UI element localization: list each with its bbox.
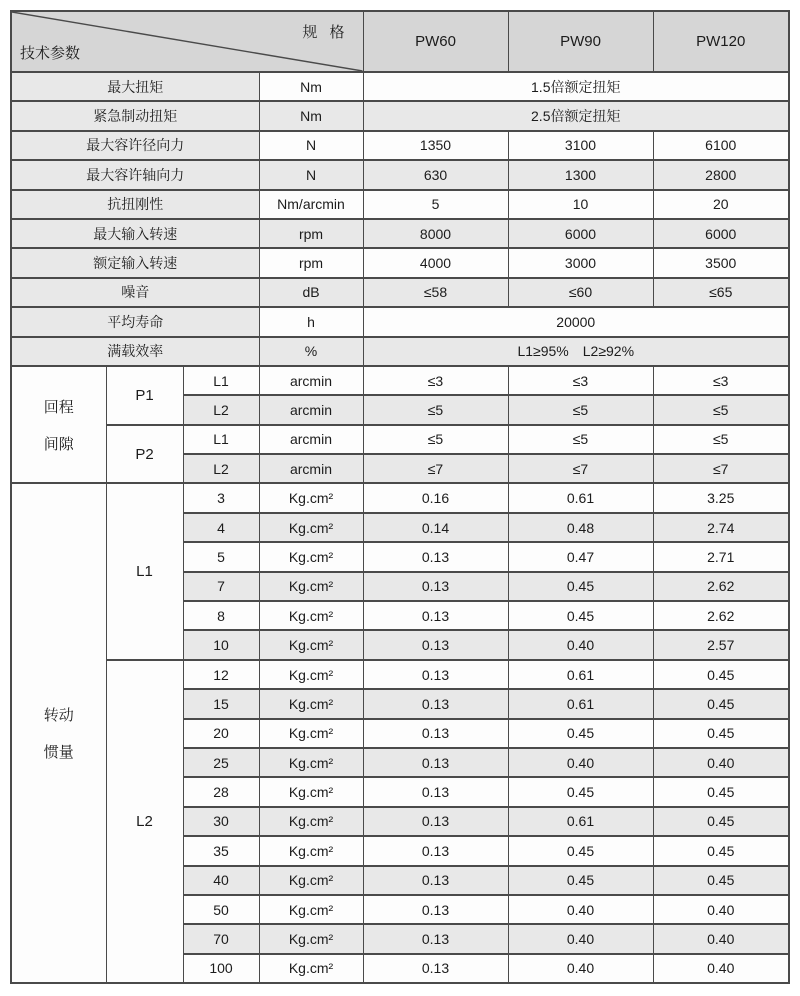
- value-cell: 3000: [508, 248, 653, 277]
- value-cell: 0.13: [363, 924, 508, 953]
- ratio-cell: 35: [183, 836, 259, 865]
- spec-row: [11, 248, 789, 277]
- unit-cell: Nm: [259, 101, 363, 130]
- param-label: 最大输入转速: [11, 219, 259, 248]
- precision-level-label: P1: [106, 366, 183, 425]
- unit-cell: dB: [259, 278, 363, 307]
- value-cell: 0.61: [508, 660, 653, 689]
- backlash-group-label: [11, 366, 106, 484]
- value-cell: ≤65: [653, 278, 789, 307]
- value-cell: ≤5: [363, 395, 508, 424]
- backlash-row: [11, 366, 789, 395]
- value-cell: 0.13: [363, 954, 508, 983]
- unit-cell: rpm: [259, 219, 363, 248]
- value-cell: 10: [508, 190, 653, 219]
- value-cell: 3500: [653, 248, 789, 277]
- ratio-cell: 10: [183, 630, 259, 659]
- ratio-cell: 3: [183, 483, 259, 512]
- value-cell: 0.45: [653, 689, 789, 718]
- value-cell-merged: 20000: [363, 307, 789, 336]
- value-cell: 0.13: [363, 630, 508, 659]
- inertia-row: [11, 660, 789, 689]
- stage-group-label: L1: [106, 483, 183, 659]
- spec-row: [11, 219, 789, 248]
- value-cell: 0.40: [508, 630, 653, 659]
- value-cell: 0.45: [508, 572, 653, 601]
- unit-cell: Nm/arcmin: [259, 190, 363, 219]
- spec-row: [11, 101, 789, 130]
- value-cell: 6000: [653, 219, 789, 248]
- value-cell: 0.45: [653, 660, 789, 689]
- table-body: [11, 72, 789, 983]
- value-cell: 2.62: [653, 572, 789, 601]
- param-label: 额定输入转速: [11, 248, 259, 277]
- spec-row: [11, 337, 789, 366]
- value-cell: 0.45: [508, 836, 653, 865]
- unit-cell: h: [259, 307, 363, 336]
- value-cell: ≤60: [508, 278, 653, 307]
- ratio-cell: 7: [183, 572, 259, 601]
- value-cell-merged: 2.5倍额定扭矩: [363, 101, 789, 130]
- ratio-cell: 28: [183, 777, 259, 806]
- unit-cell: Kg.cm²: [259, 483, 363, 512]
- unit-cell: Kg.cm²: [259, 660, 363, 689]
- value-cell: 0.40: [508, 748, 653, 777]
- value-cell: ≤3: [653, 366, 789, 395]
- value-cell: 0.13: [363, 836, 508, 865]
- spec-row: [11, 278, 789, 307]
- unit-cell: %: [259, 337, 363, 366]
- unit-cell: Kg.cm²: [259, 836, 363, 865]
- value-cell: 3100: [508, 131, 653, 160]
- value-cell-merged: L1≥95% L2≥92%: [363, 337, 789, 366]
- value-cell: ≤58: [363, 278, 508, 307]
- model-header-pw60: PW60: [363, 11, 508, 72]
- stage-group-label: L2: [106, 660, 183, 983]
- unit-cell: Nm: [259, 72, 363, 101]
- value-cell: 0.14: [363, 513, 508, 542]
- value-cell: 0.45: [653, 719, 789, 748]
- value-cell: 0.45: [653, 836, 789, 865]
- ratio-cell: 100: [183, 954, 259, 983]
- backlash-group-label-line: 回程: [43, 398, 74, 416]
- spec-row: [11, 160, 789, 189]
- value-cell: 0.61: [508, 483, 653, 512]
- value-cell: 0.45: [653, 866, 789, 895]
- ratio-cell: 30: [183, 807, 259, 836]
- value-cell: 5: [363, 190, 508, 219]
- ratio-cell: 15: [183, 689, 259, 718]
- unit-cell: Kg.cm²: [259, 601, 363, 630]
- unit-cell: rpm: [259, 248, 363, 277]
- value-cell: 0.40: [508, 924, 653, 953]
- value-cell: 0.13: [363, 542, 508, 571]
- value-cell: 20: [653, 190, 789, 219]
- inertia-group-label-line: 转动: [43, 707, 74, 725]
- spec-row: [11, 307, 789, 336]
- value-cell: 0.13: [363, 660, 508, 689]
- inertia-row: [11, 483, 789, 512]
- value-cell: 6100: [653, 131, 789, 160]
- value-cell: 0.40: [653, 924, 789, 953]
- unit-cell: Kg.cm²: [259, 777, 363, 806]
- value-cell: 0.45: [508, 866, 653, 895]
- ratio-cell: 5: [183, 542, 259, 571]
- value-cell: 1300: [508, 160, 653, 189]
- param-label: 紧急制动扭矩: [11, 101, 259, 130]
- value-cell: 0.13: [363, 601, 508, 630]
- value-cell: ≤5: [653, 395, 789, 424]
- value-cell: 3.25: [653, 483, 789, 512]
- backlash-row: [11, 425, 789, 454]
- unit-cell: Kg.cm²: [259, 807, 363, 836]
- value-cell: 0.40: [653, 748, 789, 777]
- ratio-cell: 4: [183, 513, 259, 542]
- value-cell: 0.48: [508, 513, 653, 542]
- model-header-pw120: PW120: [653, 11, 789, 72]
- param-label: 最大容许轴向力: [11, 160, 259, 189]
- unit-cell: arcmin: [259, 454, 363, 483]
- value-cell: 4000: [363, 248, 508, 277]
- spec-row: [11, 190, 789, 219]
- unit-cell: arcmin: [259, 366, 363, 395]
- unit-cell: N: [259, 160, 363, 189]
- value-cell: 0.16: [363, 483, 508, 512]
- value-cell: 0.45: [653, 807, 789, 836]
- value-cell-merged: 1.5倍额定扭矩: [363, 72, 789, 101]
- spec-row: [11, 131, 789, 160]
- inertia-group-label-line: 惯量: [43, 744, 74, 762]
- value-cell: 0.45: [508, 601, 653, 630]
- value-cell: 0.40: [508, 895, 653, 924]
- value-cell: 630: [363, 160, 508, 189]
- value-cell: 2.71: [653, 542, 789, 571]
- value-cell: 0.45: [508, 777, 653, 806]
- value-cell: 0.13: [363, 807, 508, 836]
- value-cell: 0.13: [363, 689, 508, 718]
- param-label: 抗扭刚性: [11, 190, 259, 219]
- value-cell: 0.13: [363, 572, 508, 601]
- stage-label: L2: [183, 395, 259, 424]
- value-cell: 0.45: [653, 777, 789, 806]
- value-cell: 0.40: [653, 895, 789, 924]
- ratio-cell: 40: [183, 866, 259, 895]
- value-cell: ≤3: [363, 366, 508, 395]
- ratio-cell: 20: [183, 719, 259, 748]
- value-cell: 0.13: [363, 777, 508, 806]
- spec-row: [11, 72, 789, 101]
- stage-label: L2: [183, 454, 259, 483]
- unit-cell: N: [259, 131, 363, 160]
- value-cell: ≤5: [363, 425, 508, 454]
- unit-cell: arcmin: [259, 425, 363, 454]
- value-cell: 0.13: [363, 866, 508, 895]
- unit-cell: Kg.cm²: [259, 895, 363, 924]
- value-cell: ≤7: [653, 454, 789, 483]
- corner-header-cell: [11, 11, 363, 72]
- value-cell: 0.61: [508, 807, 653, 836]
- unit-cell: Kg.cm²: [259, 954, 363, 983]
- param-label: 噪音: [11, 278, 259, 307]
- stage-label: L1: [183, 366, 259, 395]
- value-cell: 0.47: [508, 542, 653, 571]
- value-cell: 0.13: [363, 719, 508, 748]
- unit-cell: Kg.cm²: [259, 924, 363, 953]
- param-label: 最大容许径向力: [11, 131, 259, 160]
- value-cell: ≤5: [653, 425, 789, 454]
- value-cell: 6000: [508, 219, 653, 248]
- value-cell: ≤7: [508, 454, 653, 483]
- unit-cell: Kg.cm²: [259, 513, 363, 542]
- value-cell: 0.13: [363, 895, 508, 924]
- value-cell: 8000: [363, 219, 508, 248]
- value-cell: 2.74: [653, 513, 789, 542]
- stage-label: L1: [183, 425, 259, 454]
- unit-cell: arcmin: [259, 395, 363, 424]
- value-cell: 0.40: [653, 954, 789, 983]
- value-cell: 0.13: [363, 748, 508, 777]
- ratio-cell: 70: [183, 924, 259, 953]
- value-cell: 2800: [653, 160, 789, 189]
- inertia-group-label: [11, 483, 106, 983]
- header-row: [11, 11, 789, 72]
- unit-cell: Kg.cm²: [259, 542, 363, 571]
- ratio-cell: 8: [183, 601, 259, 630]
- unit-cell: Kg.cm²: [259, 719, 363, 748]
- gearbox-spec-table: [10, 10, 790, 984]
- value-cell: 1350: [363, 131, 508, 160]
- value-cell: 0.40: [508, 954, 653, 983]
- param-label: 满载效率: [11, 337, 259, 366]
- precision-level-label: P2: [106, 425, 183, 484]
- ratio-cell: 12: [183, 660, 259, 689]
- spec-header-label: 规 格: [302, 24, 349, 41]
- ratio-cell: 50: [183, 895, 259, 924]
- value-cell: ≤5: [508, 395, 653, 424]
- value-cell: ≤5: [508, 425, 653, 454]
- value-cell: ≤3: [508, 366, 653, 395]
- value-cell: 0.61: [508, 689, 653, 718]
- ratio-cell: 25: [183, 748, 259, 777]
- unit-cell: Kg.cm²: [259, 630, 363, 659]
- backlash-group-label-line: 间隙: [43, 435, 74, 453]
- unit-cell: Kg.cm²: [259, 572, 363, 601]
- unit-cell: Kg.cm²: [259, 866, 363, 895]
- value-cell: 0.45: [508, 719, 653, 748]
- tech-params-label: 技术参数: [20, 45, 81, 62]
- unit-cell: Kg.cm²: [259, 748, 363, 777]
- value-cell: ≤7: [363, 454, 508, 483]
- param-label: 平均寿命: [11, 307, 259, 336]
- value-cell: 2.62: [653, 601, 789, 630]
- param-label: 最大扭矩: [11, 72, 259, 101]
- model-header-pw90: PW90: [508, 11, 653, 72]
- unit-cell: Kg.cm²: [259, 689, 363, 718]
- value-cell: 2.57: [653, 630, 789, 659]
